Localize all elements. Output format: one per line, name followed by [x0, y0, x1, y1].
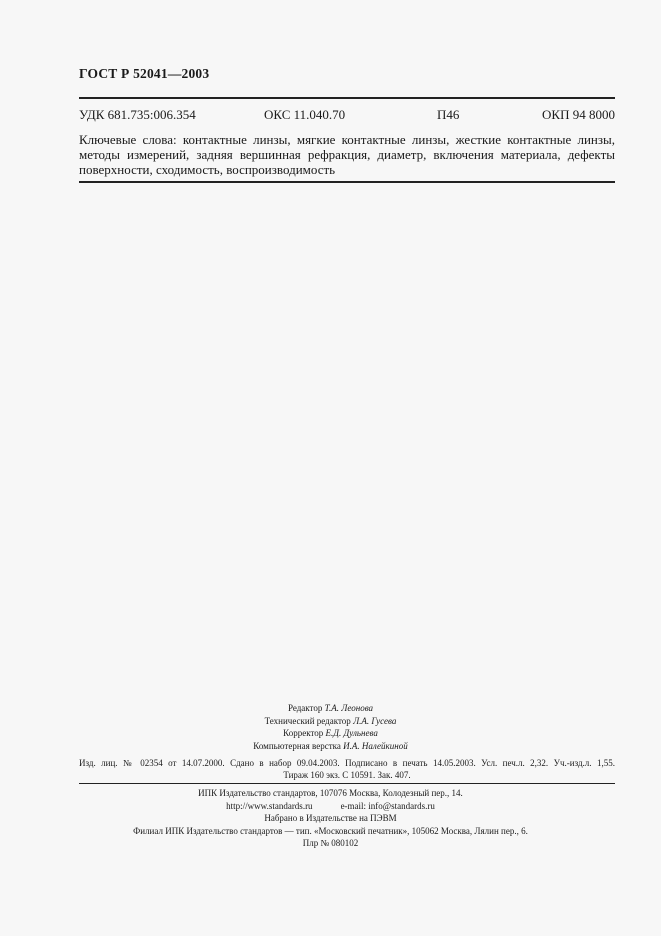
credit-layout-label: Компьютерная верстка — [253, 740, 341, 751]
credit-corrector-name: Е.Д. Дульнева — [325, 728, 378, 738]
top-divider — [79, 97, 615, 99]
credit-corrector-label: Корректор — [283, 728, 324, 738]
imprint-typeset: Набрано в Издательстве на ПЭВМ — [264, 813, 397, 823]
publishing-info — [79, 757, 615, 781]
imprint-publisher: ИПК Издательство стандартов, 107076 Москва, Колодезный пер., 14. — [198, 788, 463, 798]
imprint-website: http://www.standards.ru — [226, 800, 313, 811]
standard-title: ГОСТ Р 52041—2003 — [79, 66, 210, 81]
credit-editor — [0, 702, 661, 715]
credits-block — [0, 702, 661, 752]
credit-tech-editor — [0, 715, 661, 728]
imprint-plr: Плр № 080102 — [302, 838, 359, 848]
credit-editor-name: Т.А. Леонова — [324, 703, 374, 713]
imprint-branch: Филиал ИПК Издательство стандартов — тип. «Московский печатник», 105062 Москва, Лялин пер., 6. — [133, 825, 528, 836]
group-code: П46 — [437, 107, 460, 122]
publishing-line-2: Тираж 160 экз. С 10591. Зак. 407. — [283, 770, 411, 780]
publishing-line-1: Изд. лиц. № 02354 от 14.07.2000. Сдано в набор 09.04.2003. Подписано в печать 14.05.2003. Усл. печ.л. 2,32. Уч.-изд.л. 1,55. — [79, 758, 615, 768]
credit-tech-editor-label: Технический редактор — [264, 715, 351, 726]
imprint-block — [0, 787, 661, 850]
oks-code: ОКС 11.040.70 — [264, 107, 346, 122]
imprint-divider — [79, 783, 615, 784]
credit-editor-label: Редактор — [287, 703, 323, 713]
credit-layout — [0, 740, 661, 753]
imprint-email: e-mail: info@standards.ru — [340, 800, 435, 811]
okp-code: ОКП 94 8000 — [542, 107, 615, 122]
udk-code: УДК 681.735:006.354 — [79, 107, 196, 122]
imprint-contacts — [0, 800, 661, 813]
credit-tech-editor-name: Л.А. Гусева — [353, 715, 397, 726]
keywords-paragraph: Ключевые слова: контактные линзы, мягкие контактные линзы, жесткие контактные линзы, методы измерений, задняя вершинная рефракция, диаметр, включения материала, дефекты поверхности, сходимость, воспроизводимость — [79, 132, 615, 177]
credit-layout-name: И.А. Налейкиной — [343, 740, 408, 751]
credit-corrector — [0, 727, 661, 740]
keywords-divider — [79, 181, 615, 183]
